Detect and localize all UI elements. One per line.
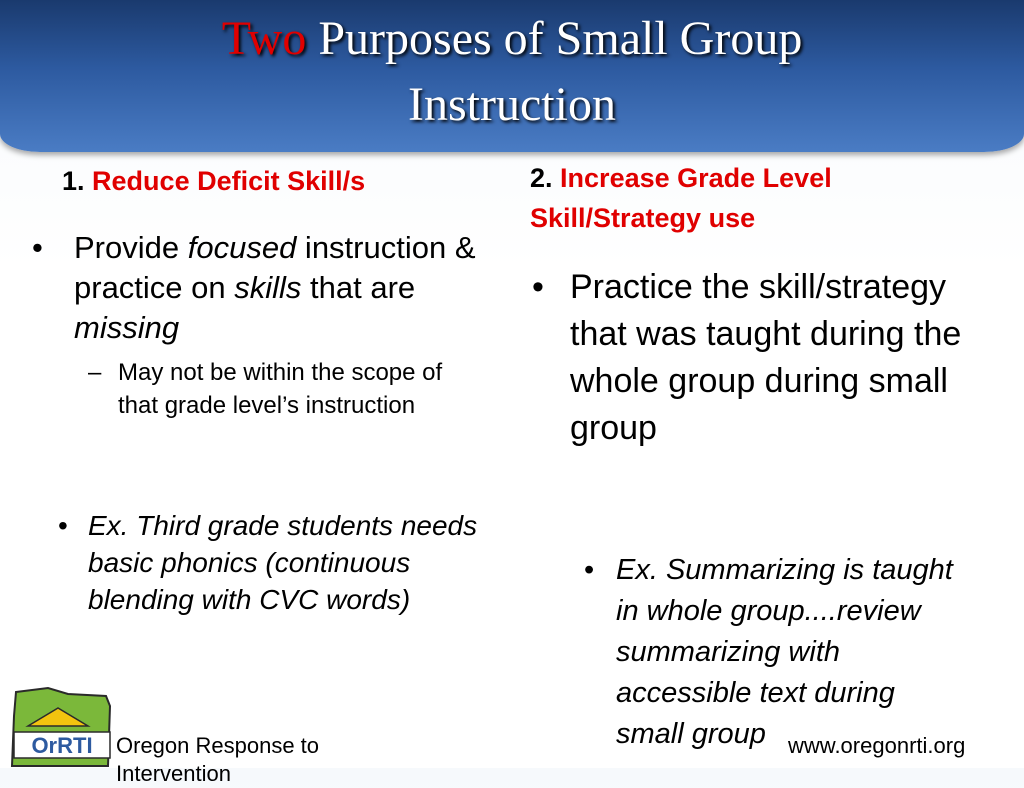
text-run-italic: skills (234, 270, 302, 305)
text-run: that are (301, 270, 416, 305)
title-line1: Purposes of Small Group (318, 12, 803, 65)
left-heading-number: 1. (62, 166, 85, 196)
title-line2: Instruction (408, 78, 616, 131)
right-example-text: Ex. Summarizing is taught in whole group....review summarizing with accessible text during small group (616, 554, 953, 750)
right-heading-number: 2. (530, 163, 553, 193)
text-run: Provide (74, 230, 188, 265)
left-heading (62, 166, 365, 197)
footer-org-name: Oregon Response to Intervention (116, 733, 320, 786)
left-main-bullet-text (74, 228, 494, 348)
bullet-marker: • (584, 554, 595, 586)
right-main-bullet-text: Practice the skill/strategy that was taught during the whole group during small group (570, 268, 962, 447)
logo-text: OrRTI (31, 733, 93, 758)
title-highlight: Two (221, 12, 307, 65)
text-run-italic: missing (74, 310, 180, 345)
left-example-text: Ex. Third grade students needs basic phonics (continuous blending with CVC words) (88, 510, 478, 615)
bullet-marker: • (532, 268, 544, 306)
left-heading-text: Reduce Deficit Skill/s (92, 166, 366, 196)
bullet-marker: • (32, 230, 43, 265)
text-run-italic: focused (187, 230, 297, 265)
left-sub-bullet-text: May not be within the scope of that grade level’s instruction (118, 359, 443, 419)
slide-title (0, 6, 1024, 138)
text-run: instruction & practice on (74, 230, 476, 305)
sub-bullet-marker: – (88, 359, 102, 386)
footer-url[interactable]: www.oregonrti.org (788, 733, 966, 758)
orrti-logo (8, 686, 114, 768)
bullet-marker: • (58, 510, 68, 541)
right-heading-text: Increase Grade Level Skill/Strategy use (530, 163, 832, 233)
right-heading (530, 158, 950, 238)
